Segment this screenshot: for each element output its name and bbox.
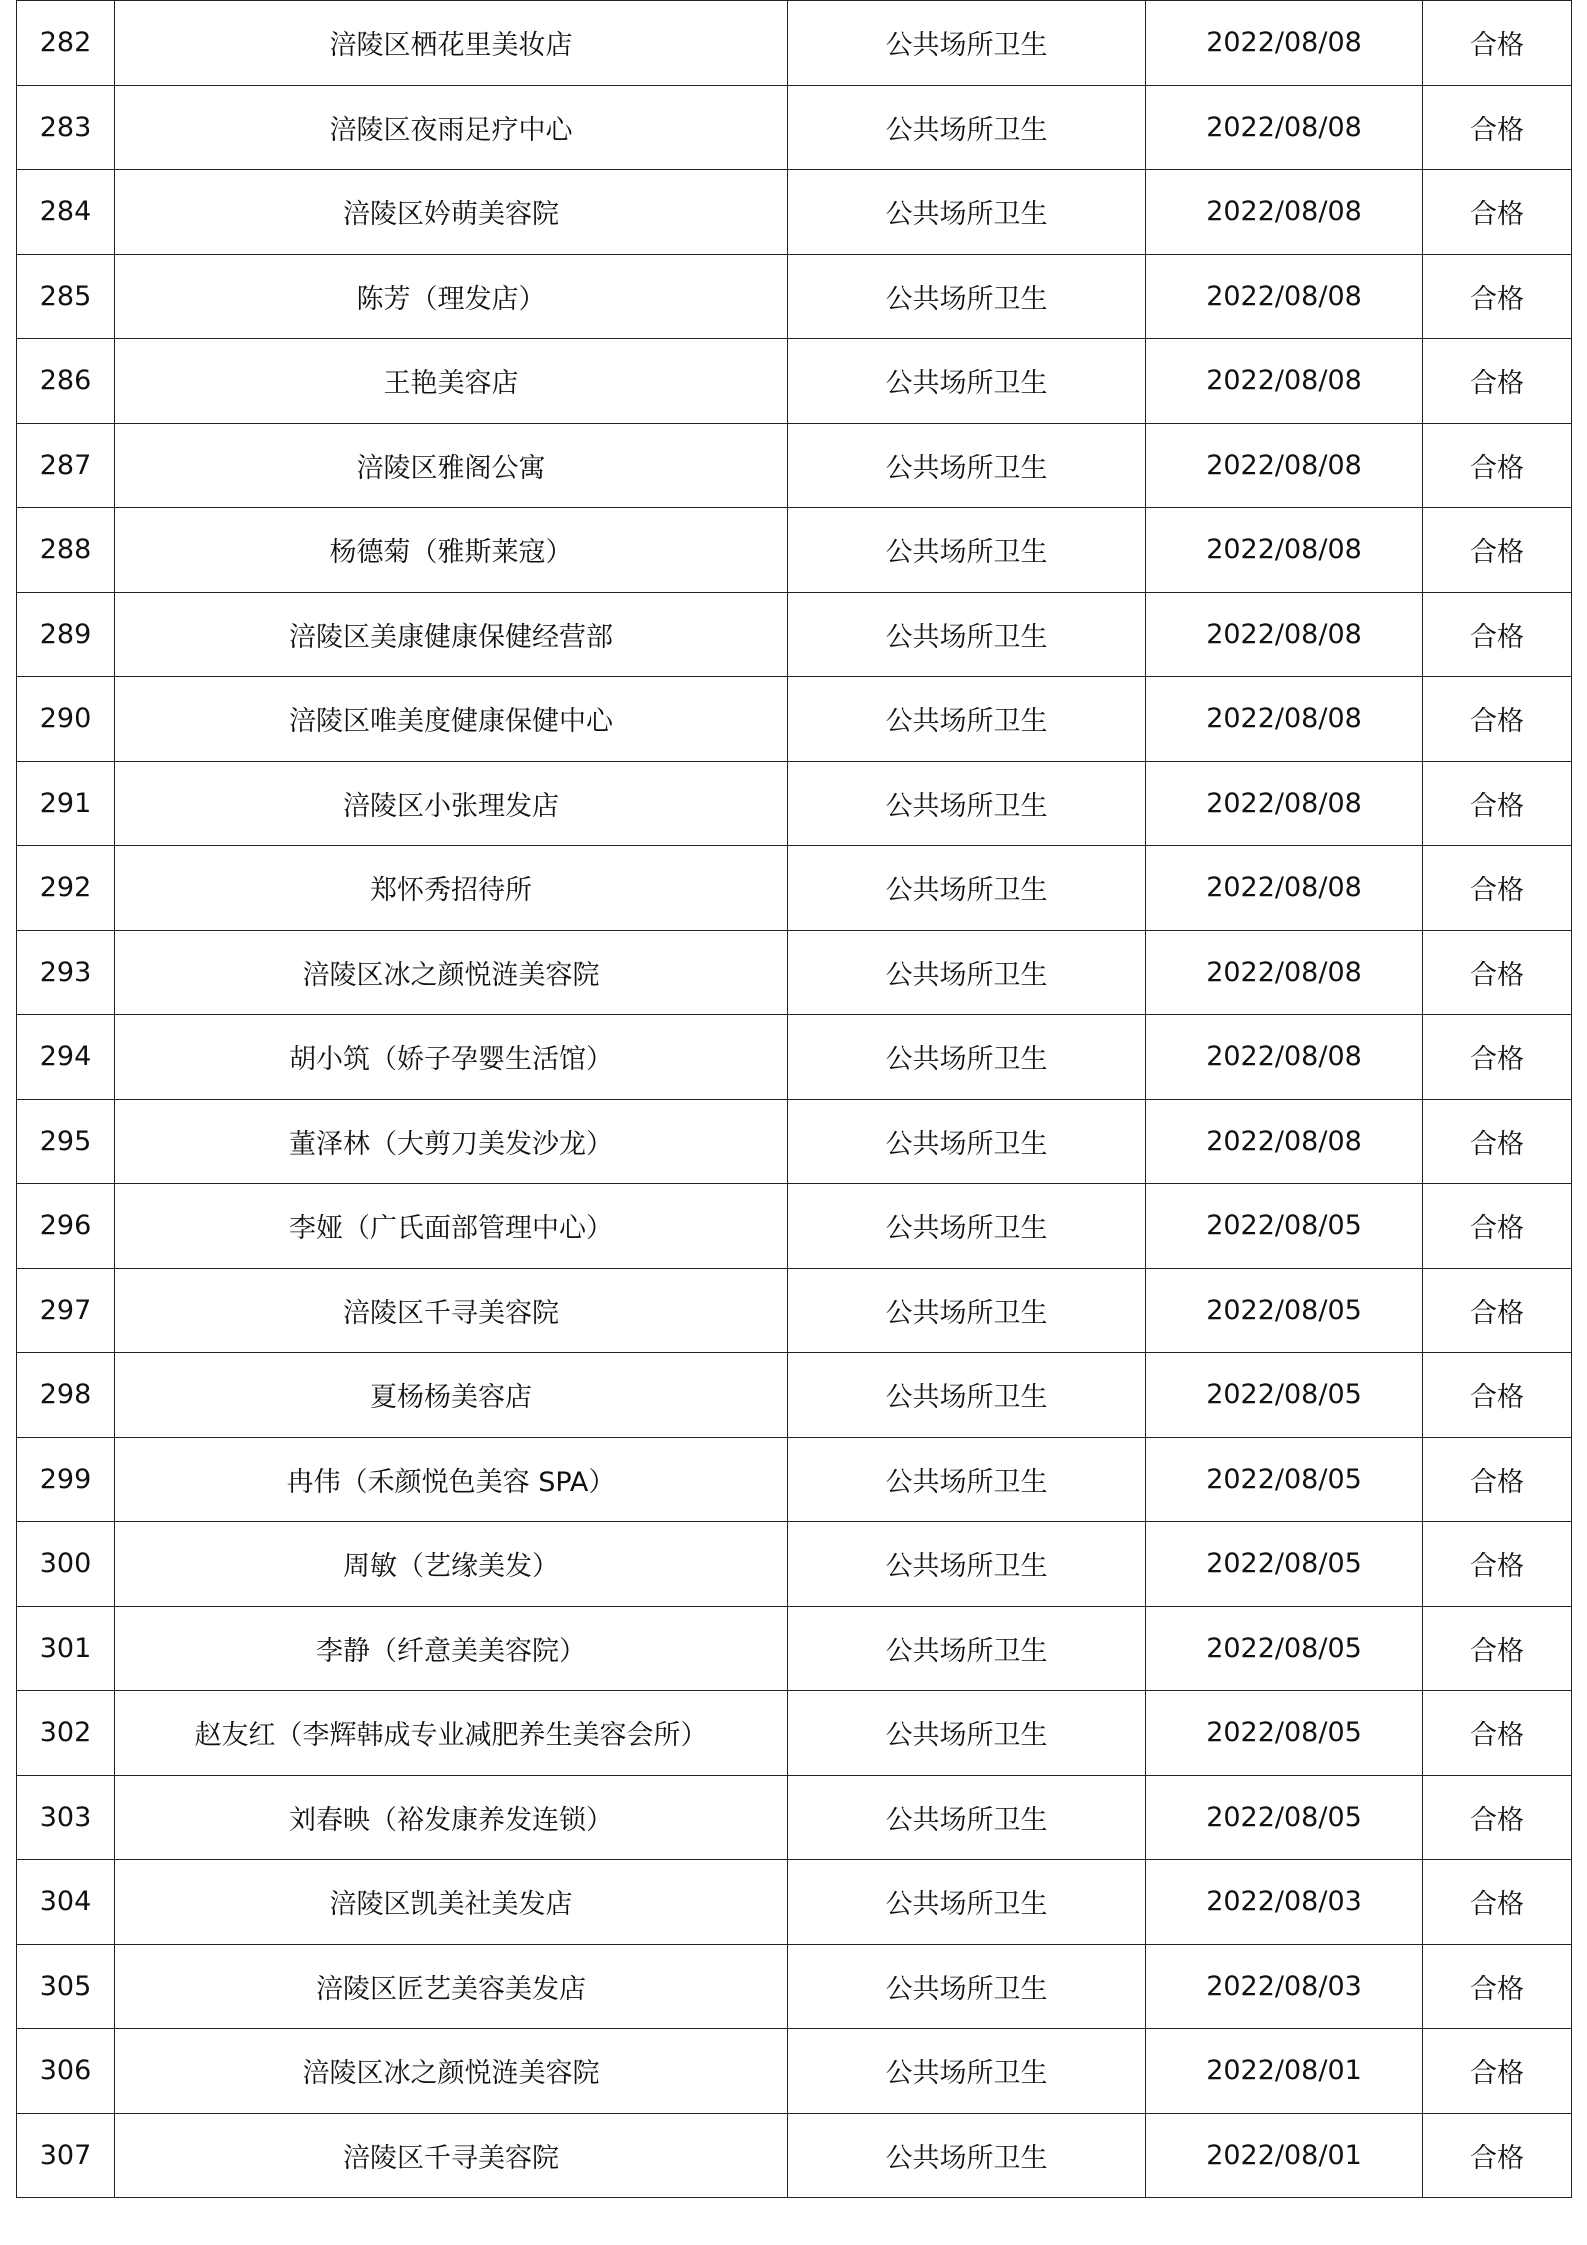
inspection-result: 合格 bbox=[1423, 1099, 1572, 1184]
business-name: 周敏（艺缘美发） bbox=[115, 1522, 788, 1607]
inspection-result: 合格 bbox=[1423, 339, 1572, 424]
inspection-date: 2022/08/03 bbox=[1146, 1860, 1423, 1945]
business-name: 杨德菊（雅斯莱寇） bbox=[115, 508, 788, 593]
business-name: 涪陵区凯美社美发店 bbox=[115, 1860, 788, 1945]
table-row bbox=[17, 1606, 1572, 1691]
inspection-date: 2022/08/08 bbox=[1146, 170, 1423, 255]
inspection-result: 合格 bbox=[1423, 1437, 1572, 1522]
inspection-date: 2022/08/08 bbox=[1146, 930, 1423, 1015]
inspection-category: 公共场所卫生 bbox=[788, 254, 1146, 339]
business-name: 刘春映（裕发康养发连锁） bbox=[115, 1775, 788, 1860]
table-row bbox=[17, 1775, 1572, 1860]
table-row bbox=[17, 1099, 1572, 1184]
inspection-category: 公共场所卫生 bbox=[788, 2029, 1146, 2114]
inspection-category: 公共场所卫生 bbox=[788, 508, 1146, 593]
business-name: 涪陵区美康健康保健经营部 bbox=[115, 592, 788, 677]
inspection-result: 合格 bbox=[1423, 1522, 1572, 1607]
row-number: 290 bbox=[17, 677, 115, 762]
inspection-result: 合格 bbox=[1423, 1015, 1572, 1100]
table-row bbox=[17, 2113, 1572, 2198]
inspection-result: 合格 bbox=[1423, 1606, 1572, 1691]
inspection-category: 公共场所卫生 bbox=[788, 1184, 1146, 1269]
business-name: 李娅（广氏面部管理中心） bbox=[115, 1184, 788, 1269]
row-number: 298 bbox=[17, 1353, 115, 1438]
row-number: 297 bbox=[17, 1268, 115, 1353]
business-name: 涪陵区匠艺美容美发店 bbox=[115, 1944, 788, 2029]
table-row bbox=[17, 846, 1572, 931]
inspection-date: 2022/08/08 bbox=[1146, 85, 1423, 170]
inspection-category: 公共场所卫生 bbox=[788, 1099, 1146, 1184]
inspection-result: 合格 bbox=[1423, 1860, 1572, 1945]
business-name: 涪陵区夜雨足疗中心 bbox=[115, 85, 788, 170]
inspection-result: 合格 bbox=[1423, 592, 1572, 677]
inspection-date: 2022/08/01 bbox=[1146, 2113, 1423, 2198]
inspection-category: 公共场所卫生 bbox=[788, 1944, 1146, 2029]
business-name: 郑怀秀招待所 bbox=[115, 846, 788, 931]
row-number: 295 bbox=[17, 1099, 115, 1184]
inspection-date: 2022/08/05 bbox=[1146, 1437, 1423, 1522]
inspection-category: 公共场所卫生 bbox=[788, 1, 1146, 86]
inspection-date: 2022/08/05 bbox=[1146, 1522, 1423, 1607]
business-name: 涪陵区唯美度健康保健中心 bbox=[115, 677, 788, 762]
inspection-category: 公共场所卫生 bbox=[788, 2113, 1146, 2198]
inspection-result: 合格 bbox=[1423, 508, 1572, 593]
inspection-result: 合格 bbox=[1423, 85, 1572, 170]
inspection-category: 公共场所卫生 bbox=[788, 1775, 1146, 1860]
row-number: 299 bbox=[17, 1437, 115, 1522]
inspection-result: 合格 bbox=[1423, 846, 1572, 931]
inspection-result: 合格 bbox=[1423, 254, 1572, 339]
row-number: 282 bbox=[17, 1, 115, 86]
inspection-date: 2022/08/08 bbox=[1146, 677, 1423, 762]
inspection-category: 公共场所卫生 bbox=[788, 761, 1146, 846]
table-row bbox=[17, 1691, 1572, 1776]
business-name: 冉伟（禾颜悦色美容 SPA） bbox=[115, 1437, 788, 1522]
inspection-results-table bbox=[16, 0, 1572, 2198]
inspection-results-sheet bbox=[16, 0, 1571, 2198]
table-row bbox=[17, 1353, 1572, 1438]
table-row bbox=[17, 1522, 1572, 1607]
table-row bbox=[17, 423, 1572, 508]
table-row bbox=[17, 508, 1572, 593]
inspection-category: 公共场所卫生 bbox=[788, 846, 1146, 931]
row-number: 302 bbox=[17, 1691, 115, 1776]
table-row bbox=[17, 1184, 1572, 1269]
row-number: 294 bbox=[17, 1015, 115, 1100]
table-row bbox=[17, 1437, 1572, 1522]
business-name: 李静（纤意美美容院） bbox=[115, 1606, 788, 1691]
row-number: 285 bbox=[17, 254, 115, 339]
row-number: 296 bbox=[17, 1184, 115, 1269]
inspection-date: 2022/08/08 bbox=[1146, 508, 1423, 593]
inspection-result: 合格 bbox=[1423, 423, 1572, 508]
inspection-date: 2022/08/08 bbox=[1146, 1015, 1423, 1100]
business-name: 王艳美容店 bbox=[115, 339, 788, 424]
row-number: 293 bbox=[17, 930, 115, 1015]
inspection-date: 2022/08/08 bbox=[1146, 339, 1423, 424]
table-row bbox=[17, 85, 1572, 170]
inspection-date: 2022/08/05 bbox=[1146, 1691, 1423, 1776]
inspection-date: 2022/08/08 bbox=[1146, 761, 1423, 846]
inspection-category: 公共场所卫生 bbox=[788, 1015, 1146, 1100]
business-name: 夏杨杨美容店 bbox=[115, 1353, 788, 1438]
inspection-category: 公共场所卫生 bbox=[788, 677, 1146, 762]
business-name: 涪陵区妗萌美容院 bbox=[115, 170, 788, 255]
inspection-date: 2022/08/05 bbox=[1146, 1353, 1423, 1438]
business-name: 董泽林（大剪刀美发沙龙） bbox=[115, 1099, 788, 1184]
inspection-date: 2022/08/05 bbox=[1146, 1268, 1423, 1353]
inspection-date: 2022/08/08 bbox=[1146, 592, 1423, 677]
business-name: 涪陵区冰之颜悦涟美容院 bbox=[115, 930, 788, 1015]
inspection-category: 公共场所卫生 bbox=[788, 592, 1146, 677]
table-row bbox=[17, 1015, 1572, 1100]
row-number: 306 bbox=[17, 2029, 115, 2114]
inspection-result: 合格 bbox=[1423, 2029, 1572, 2114]
inspection-result: 合格 bbox=[1423, 170, 1572, 255]
table-row bbox=[17, 254, 1572, 339]
inspection-category: 公共场所卫生 bbox=[788, 930, 1146, 1015]
table-row bbox=[17, 1268, 1572, 1353]
inspection-category: 公共场所卫生 bbox=[788, 1691, 1146, 1776]
business-name: 涪陵区千寻美容院 bbox=[115, 1268, 788, 1353]
table-row bbox=[17, 2029, 1572, 2114]
row-number: 301 bbox=[17, 1606, 115, 1691]
inspection-result: 合格 bbox=[1423, 1944, 1572, 2029]
inspection-result: 合格 bbox=[1423, 1775, 1572, 1860]
table-row bbox=[17, 339, 1572, 424]
row-number: 286 bbox=[17, 339, 115, 424]
row-number: 303 bbox=[17, 1775, 115, 1860]
row-number: 300 bbox=[17, 1522, 115, 1607]
business-name: 涪陵区冰之颜悦涟美容院 bbox=[115, 2029, 788, 2114]
inspection-date: 2022/08/08 bbox=[1146, 846, 1423, 931]
inspection-category: 公共场所卫生 bbox=[788, 1860, 1146, 1945]
inspection-date: 2022/08/01 bbox=[1146, 2029, 1423, 2114]
inspection-category: 公共场所卫生 bbox=[788, 1353, 1146, 1438]
business-name: 赵友红（李辉韩成专业减肥养生美容会所） bbox=[115, 1691, 788, 1776]
business-name: 涪陵区栖花里美妆店 bbox=[115, 1, 788, 86]
inspection-date: 2022/08/05 bbox=[1146, 1606, 1423, 1691]
inspection-category: 公共场所卫生 bbox=[788, 170, 1146, 255]
row-number: 284 bbox=[17, 170, 115, 255]
inspection-result: 合格 bbox=[1423, 930, 1572, 1015]
inspection-date: 2022/08/08 bbox=[1146, 254, 1423, 339]
table-row bbox=[17, 677, 1572, 762]
table-row bbox=[17, 1, 1572, 86]
row-number: 287 bbox=[17, 423, 115, 508]
table-row bbox=[17, 761, 1572, 846]
row-number: 304 bbox=[17, 1860, 115, 1945]
row-number: 307 bbox=[17, 2113, 115, 2198]
inspection-date: 2022/08/08 bbox=[1146, 423, 1423, 508]
row-number: 291 bbox=[17, 761, 115, 846]
business-name: 涪陵区千寻美容院 bbox=[115, 2113, 788, 2198]
inspection-date: 2022/08/03 bbox=[1146, 1944, 1423, 2029]
table-row bbox=[17, 592, 1572, 677]
inspection-result: 合格 bbox=[1423, 761, 1572, 846]
inspection-date: 2022/08/08 bbox=[1146, 1, 1423, 86]
inspection-result: 合格 bbox=[1423, 1268, 1572, 1353]
inspection-result: 合格 bbox=[1423, 1353, 1572, 1438]
row-number: 305 bbox=[17, 1944, 115, 2029]
inspection-date: 2022/08/08 bbox=[1146, 1099, 1423, 1184]
inspection-category: 公共场所卫生 bbox=[788, 1437, 1146, 1522]
business-name: 涪陵区雅阁公寓 bbox=[115, 423, 788, 508]
inspection-category: 公共场所卫生 bbox=[788, 423, 1146, 508]
inspection-date: 2022/08/05 bbox=[1146, 1775, 1423, 1860]
inspection-result: 合格 bbox=[1423, 677, 1572, 762]
table-row bbox=[17, 1860, 1572, 1945]
inspection-category: 公共场所卫生 bbox=[788, 85, 1146, 170]
inspection-category: 公共场所卫生 bbox=[788, 1522, 1146, 1607]
business-name: 胡小筑（娇子孕婴生活馆） bbox=[115, 1015, 788, 1100]
inspection-result: 合格 bbox=[1423, 1, 1572, 86]
table-body bbox=[17, 1, 1572, 2198]
inspection-result: 合格 bbox=[1423, 1691, 1572, 1776]
table-row bbox=[17, 1944, 1572, 2029]
inspection-result: 合格 bbox=[1423, 2113, 1572, 2198]
inspection-category: 公共场所卫生 bbox=[788, 1606, 1146, 1691]
row-number: 283 bbox=[17, 85, 115, 170]
business-name: 陈芳（理发店） bbox=[115, 254, 788, 339]
row-number: 292 bbox=[17, 846, 115, 931]
row-number: 289 bbox=[17, 592, 115, 677]
table-row bbox=[17, 170, 1572, 255]
inspection-result: 合格 bbox=[1423, 1184, 1572, 1269]
row-number: 288 bbox=[17, 508, 115, 593]
inspection-category: 公共场所卫生 bbox=[788, 1268, 1146, 1353]
inspection-date: 2022/08/05 bbox=[1146, 1184, 1423, 1269]
table-row bbox=[17, 930, 1572, 1015]
business-name: 涪陵区小张理发店 bbox=[115, 761, 788, 846]
inspection-category: 公共场所卫生 bbox=[788, 339, 1146, 424]
